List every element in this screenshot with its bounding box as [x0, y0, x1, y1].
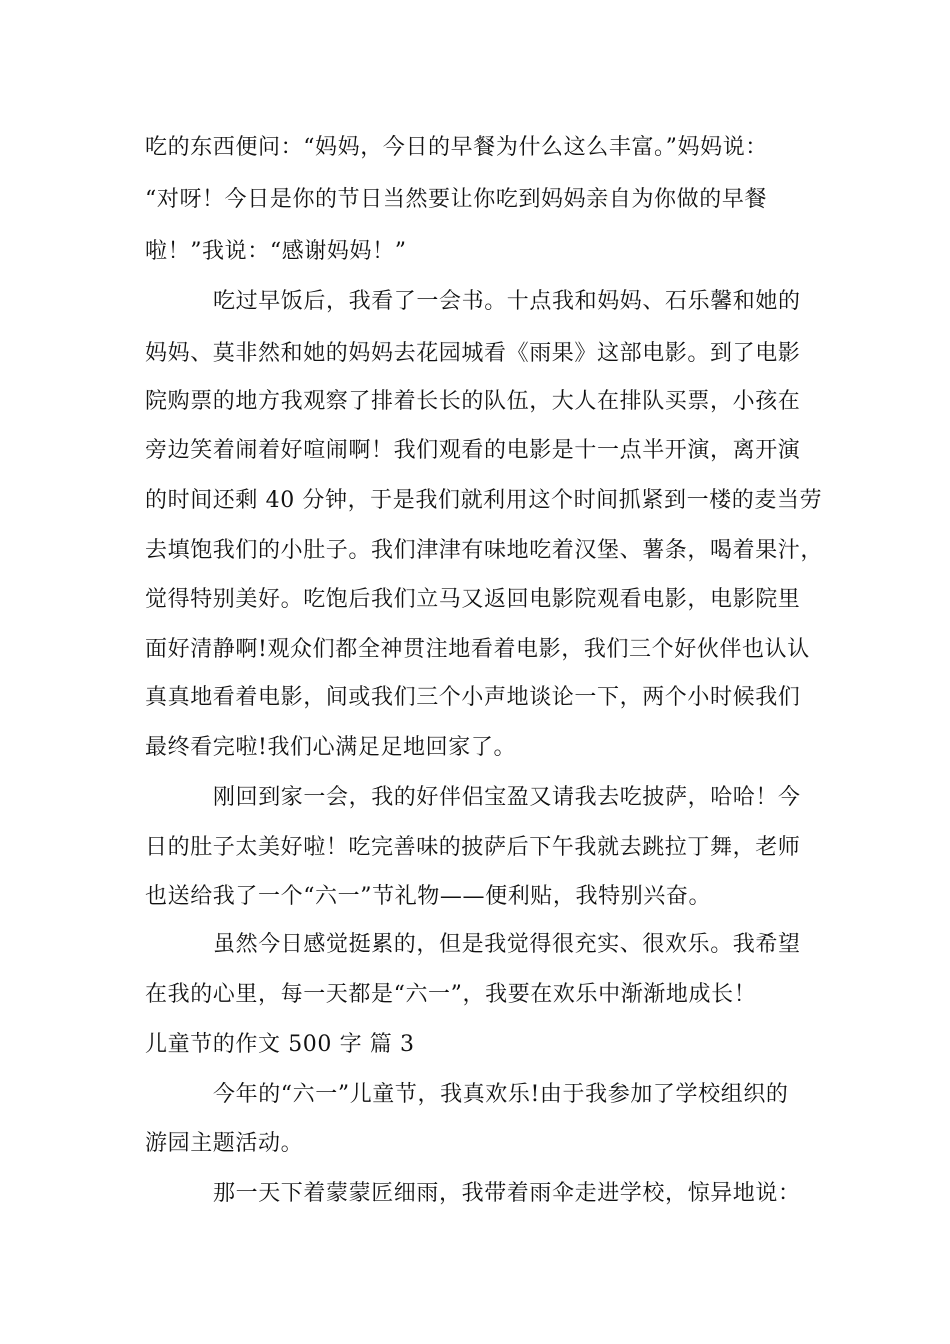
text-line: 妈妈、莫非然和她的妈妈去花园城看《雨果》这部电影。到了电影 — [145, 341, 801, 366]
paragraph-start-line: 虽然今日感觉挺累的，但是我觉得很充实、很欢乐。我希望 — [213, 932, 801, 957]
text-line: 日的肚子太美好啦！吃完善味的披萨后下午我就去跳拉丁舞，老师 — [145, 835, 801, 860]
text-line: 吃的东西便问：“妈妈，今日的早餐为什么这么丰富。”妈妈说： — [145, 135, 768, 160]
text-line: 最终看完啦!我们心满足足地回家了。 — [145, 735, 517, 760]
text-line: 院购票的地方我观察了排着长长的队伍，大人在排队买票，小孩在 — [145, 389, 801, 414]
paragraph-start-line: 今年的“六一”儿童节，我真欢乐!由于我参加了学校组织的 — [213, 1082, 789, 1107]
paragraph-start-line: 刚回到家一会，我的好伴侣宝盈又请我去吃披萨，哈哈！今 — [213, 785, 801, 810]
text-line: 的时间还剩 40 分钟，于是我们就利用这个时间抓紧到一楼的麦当劳 — [145, 488, 823, 513]
text-line: 游园主题活动。 — [145, 1131, 304, 1156]
text-line: 啦！”我说：“感谢妈妈！” — [145, 239, 407, 264]
paragraph-start-line: 那一天下着蒙蒙匠细雨，我带着雨伞走进学校，惊异地说： — [213, 1181, 801, 1206]
text-line: 也送给我了一个“六一”节礼物——便利贴，我特别兴奋。 — [145, 884, 712, 909]
text-line: 旁边笑着闹着好喧闹啊！我们观看的电影是十一点半开演，离开演 — [145, 438, 801, 463]
text-line: 面好清静啊!观众们都全神贯注地看着电影，我们三个好伙伴也认认 — [145, 637, 810, 662]
section-heading: 儿童节的作文 500 字 篇 3 — [145, 1032, 415, 1057]
text-line: “对呀！今日是你的节日当然要让你吃到妈妈亲自为你做的早餐 — [145, 187, 768, 212]
text-line: 觉得特别美好。吃饱后我们立马又返回电影院观看电影，电影院里 — [145, 587, 801, 612]
text-line: 在我的心里，每一天都是“六一”，我要在欢乐中渐渐地成长！ — [145, 982, 757, 1007]
text-line: 真真地看着电影，间或我们三个小声地谈论一下，两个小时候我们 — [145, 685, 801, 710]
text-line: 去填饱我们的小肚子。我们津津有味地吃着汉堡、薯条，喝着果汁， — [145, 538, 824, 563]
paragraph-start-line: 吃过早饭后，我看了一会书。十点我和妈妈、石乐馨和她的 — [213, 289, 801, 314]
